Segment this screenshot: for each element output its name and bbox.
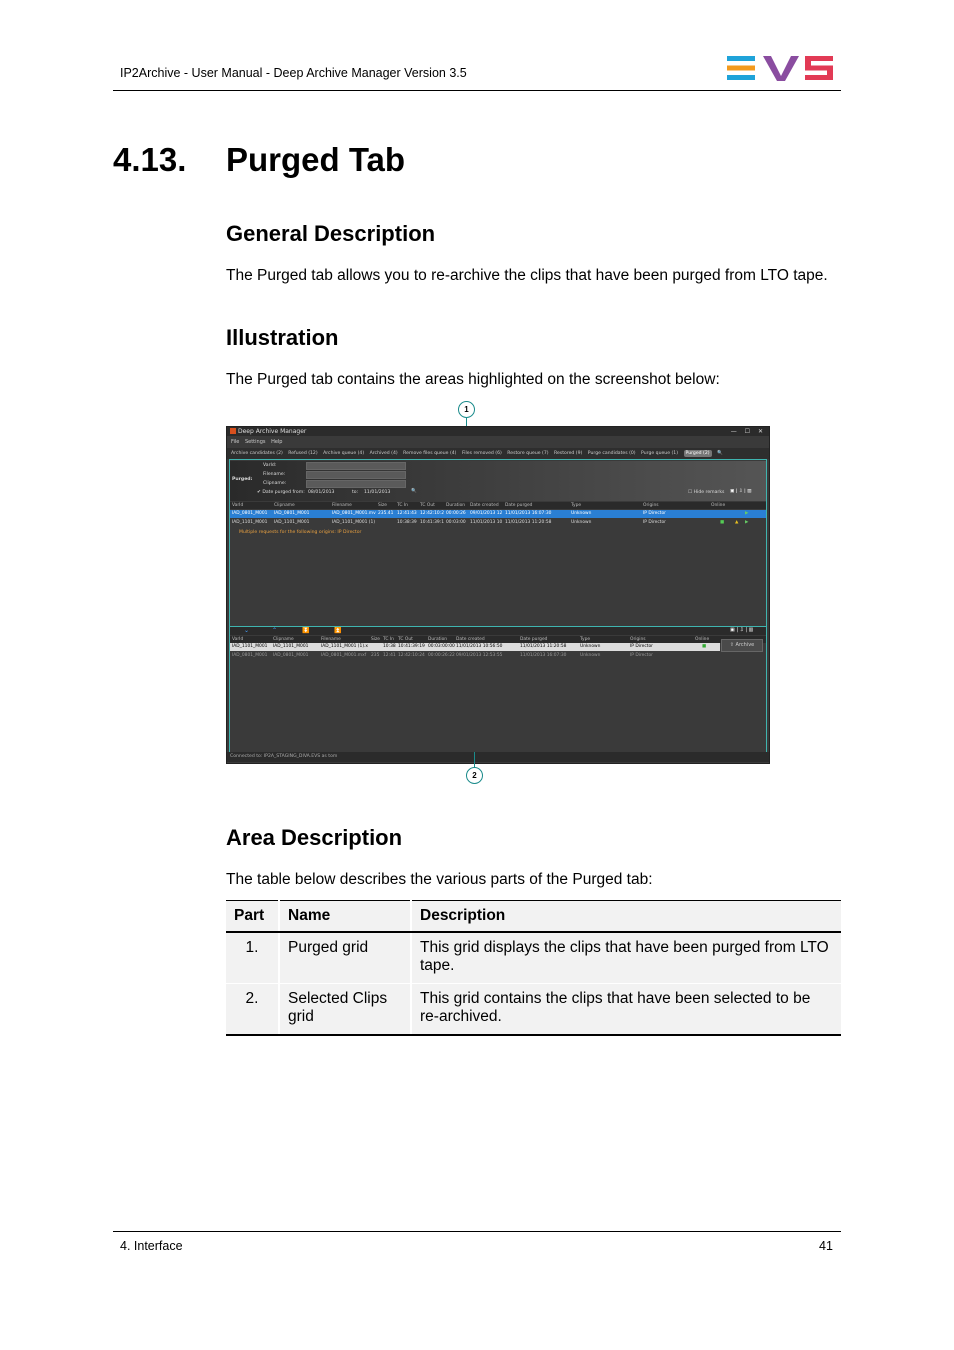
- hide-remarks-checkbox[interactable]: ☐ Hide remarks: [688, 490, 725, 495]
- col-origins[interactable]: Origins: [630, 637, 646, 642]
- col-type[interactable]: Type: [571, 503, 582, 508]
- grid-tools-icons[interactable]: ▣ | ⇩ | ▥: [730, 489, 752, 494]
- play-icon[interactable]: ▶: [745, 520, 749, 525]
- illustration-text: The Purged tab contains the areas highlighted on the screenshot below:: [226, 371, 720, 388]
- area-description-intro: The table below describes the various parts of the Purged tab:: [226, 871, 653, 888]
- menu-bar: [227, 437, 769, 447]
- move-all-down-icon[interactable]: ⏬: [302, 627, 310, 634]
- area-description-heading: Area Description: [226, 825, 403, 850]
- col-type[interactable]: Type: [580, 637, 591, 642]
- row-name: Selected Clips grid: [279, 984, 411, 1036]
- col-date-created[interactable]: Date created: [470, 503, 499, 508]
- callout-2-line: [474, 752, 475, 768]
- filter-group-label: Purged:: [232, 477, 253, 482]
- window-titlebar: [227, 427, 769, 436]
- online-icon: ■: [702, 644, 707, 649]
- callout-2: 2: [466, 767, 483, 784]
- col-varid[interactable]: VarId: [232, 503, 244, 508]
- area-description-table: [226, 900, 841, 1036]
- grid2-tools-icons[interactable]: ▣ | ⇩ | ▥: [730, 627, 754, 633]
- filter-varid-label: VarId:: [263, 463, 277, 468]
- col-name: Name: [279, 901, 411, 933]
- col-duration[interactable]: Duration: [446, 503, 466, 508]
- window-controls[interactable]: — ☐ ✕: [730, 428, 766, 435]
- filter-search-icon[interactable]: 🔍: [411, 489, 417, 494]
- status-bar: [227, 752, 769, 762]
- col-filename[interactable]: Filename: [321, 637, 341, 642]
- app-screenshot: [226, 426, 770, 764]
- document-header-title: IP2Archive - User Manual - Deep Archive Manager Version 3.5: [120, 66, 467, 80]
- tab-refused[interactable]: Refused (12): [288, 451, 318, 456]
- filter-date-from[interactable]: 08/01/2013: [308, 490, 335, 495]
- move-down-icon[interactable]: ⌄: [244, 627, 250, 634]
- area-1-highlight: [229, 459, 767, 627]
- menu-help[interactable]: Help: [271, 439, 283, 445]
- col-size[interactable]: Size: [371, 637, 381, 642]
- col-size[interactable]: Size: [378, 503, 388, 508]
- col-online[interactable]: Online: [711, 503, 726, 508]
- col-filename[interactable]: Filename: [332, 503, 352, 508]
- callout-1: 1: [458, 401, 475, 418]
- tab-purged[interactable]: Purged (2): [685, 451, 710, 456]
- filter-date-label: ✔ Date purged from:: [257, 490, 305, 495]
- filter-filename-label: Filename:: [263, 472, 286, 477]
- row-part: 2.: [226, 984, 279, 1036]
- col-tc-in[interactable]: TC In: [397, 503, 408, 508]
- tab-archive-queue[interactable]: Archive queue (4): [323, 451, 365, 456]
- play-icon[interactable]: ▶: [745, 511, 749, 516]
- general-description-heading: General Description: [226, 221, 436, 246]
- footer-rule: [113, 1231, 841, 1232]
- move-all-up-icon[interactable]: ⏫: [334, 627, 342, 634]
- col-description: Description: [411, 901, 841, 933]
- area-2-highlight: [229, 626, 767, 754]
- archive-button[interactable]: ⇪ Archive: [721, 639, 763, 652]
- footer-chapter: 4. Interface: [120, 1239, 183, 1253]
- multiple-requests-warning: Multiple requests for the following origins: IP Director: [239, 530, 362, 535]
- purged-grid-row[interactable]: IAD_0801_M001 IAD_0801_M001 IAD_0801_M001.mv 235.41 12:41:43 12:42:10:2 00:00:26 09/01/2013 12 11/01/2013 16:07:30 Unknown IP Director ▶: [230, 510, 766, 518]
- row-description: This grid displays the clips that have been purged from LTO tape.: [411, 932, 841, 984]
- col-tc-out[interactable]: TC Out: [398, 637, 413, 642]
- selected-grid-row[interactable]: IAD_1101_M001 IAD_1101_M001 IAD_1101_M001 (1).x 10:38 10:41:39:19 00:03:00:00 11/01/2013 10:56:50 11/01/2013 11:20:58 Unknown IP Director ■: [230, 643, 720, 651]
- row-description: This grid contains the clips that have been selected to be re-archived.: [411, 984, 841, 1036]
- section-number: 4.13.: [113, 141, 187, 178]
- tab-remove-files-queue[interactable]: Remove files queue (4): [403, 451, 457, 456]
- page-number: 41: [819, 1239, 833, 1253]
- window-title: Deep Archive Manager: [238, 428, 307, 435]
- col-part: Part: [226, 901, 279, 933]
- filter-clipname-label: Clipname:: [263, 481, 287, 486]
- col-origins[interactable]: Origins: [643, 503, 659, 508]
- tab-purge-candidates[interactable]: Purge candidates (0): [587, 451, 636, 456]
- table-row: [226, 984, 841, 1036]
- col-tc-in[interactable]: TC In: [383, 637, 394, 642]
- col-tc-out[interactable]: TC Out: [420, 503, 435, 508]
- col-clipname[interactable]: Clipname: [273, 637, 294, 642]
- col-online[interactable]: Online: [695, 637, 710, 642]
- warning-icon: ▲: [735, 520, 739, 525]
- col-clipname[interactable]: Clipname: [274, 503, 295, 508]
- filter-date-to[interactable]: 11/01/2013: [364, 490, 391, 495]
- filter-date-to-label: to:: [352, 490, 359, 495]
- search-icon[interactable]: 🔍: [717, 451, 723, 456]
- col-duration[interactable]: Duration: [428, 637, 448, 642]
- tab-purge-queue[interactable]: Purge queue (1): [641, 451, 679, 456]
- evs-logo: [727, 54, 833, 82]
- app-icon: [230, 428, 236, 434]
- col-date-purged[interactable]: Date purged: [505, 503, 533, 508]
- tab-archived[interactable]: Archived (4): [369, 451, 398, 456]
- move-up-icon[interactable]: ⌃: [272, 627, 278, 634]
- menu-file[interactable]: File: [231, 439, 240, 445]
- tab-restored[interactable]: Restored (9): [554, 451, 583, 456]
- connection-status: Connected to: IP2A_STAGING_DIVA.EVS as tom: [230, 754, 338, 759]
- tab-restore-queue[interactable]: Restore queue (7): [507, 451, 549, 456]
- menu-settings[interactable]: Settings: [244, 439, 266, 445]
- row-part: 1.: [226, 932, 279, 984]
- selected-grid-row[interactable]: IAD_0801_M001 IAD_0801_M001 IAD_0801_M001.mxf 235 12:41 12:42:10:24 00:00:26:22 09/01/2013 12:53:55 11/01/2013 16:07:30 Unknown IP Director: [232, 653, 653, 658]
- section-title: Purged Tab: [226, 141, 406, 178]
- tab-archive-candidates[interactable]: Archive candidates (2): [231, 451, 283, 456]
- col-date-created[interactable]: Date created: [456, 637, 485, 642]
- col-date-purged[interactable]: Date purged: [520, 637, 548, 642]
- tab-bar: [227, 448, 769, 459]
- row-name: Purged grid: [279, 932, 411, 984]
- general-description-text: The Purged tab allows you to re-archive the clips that have been purged from LTO tape.: [226, 267, 828, 284]
- illustration-heading: Illustration: [226, 325, 339, 350]
- tab-files-removed[interactable]: Files removed (6): [461, 451, 502, 456]
- header-rule: [113, 90, 841, 91]
- online-icon: ■: [720, 520, 725, 525]
- table-row: [226, 932, 841, 984]
- purged-grid-row[interactable]: IAD_1101_M001 IAD_1101_M001 IAD_1101_M001 (1) 10:38:39 10:41:39:1 00:03:00 11/01/2013 10 11/01/2013 11:20:58 Unknown IP Director ■ ▲ ▶: [232, 520, 749, 525]
- col-varid[interactable]: VarId: [232, 637, 244, 642]
